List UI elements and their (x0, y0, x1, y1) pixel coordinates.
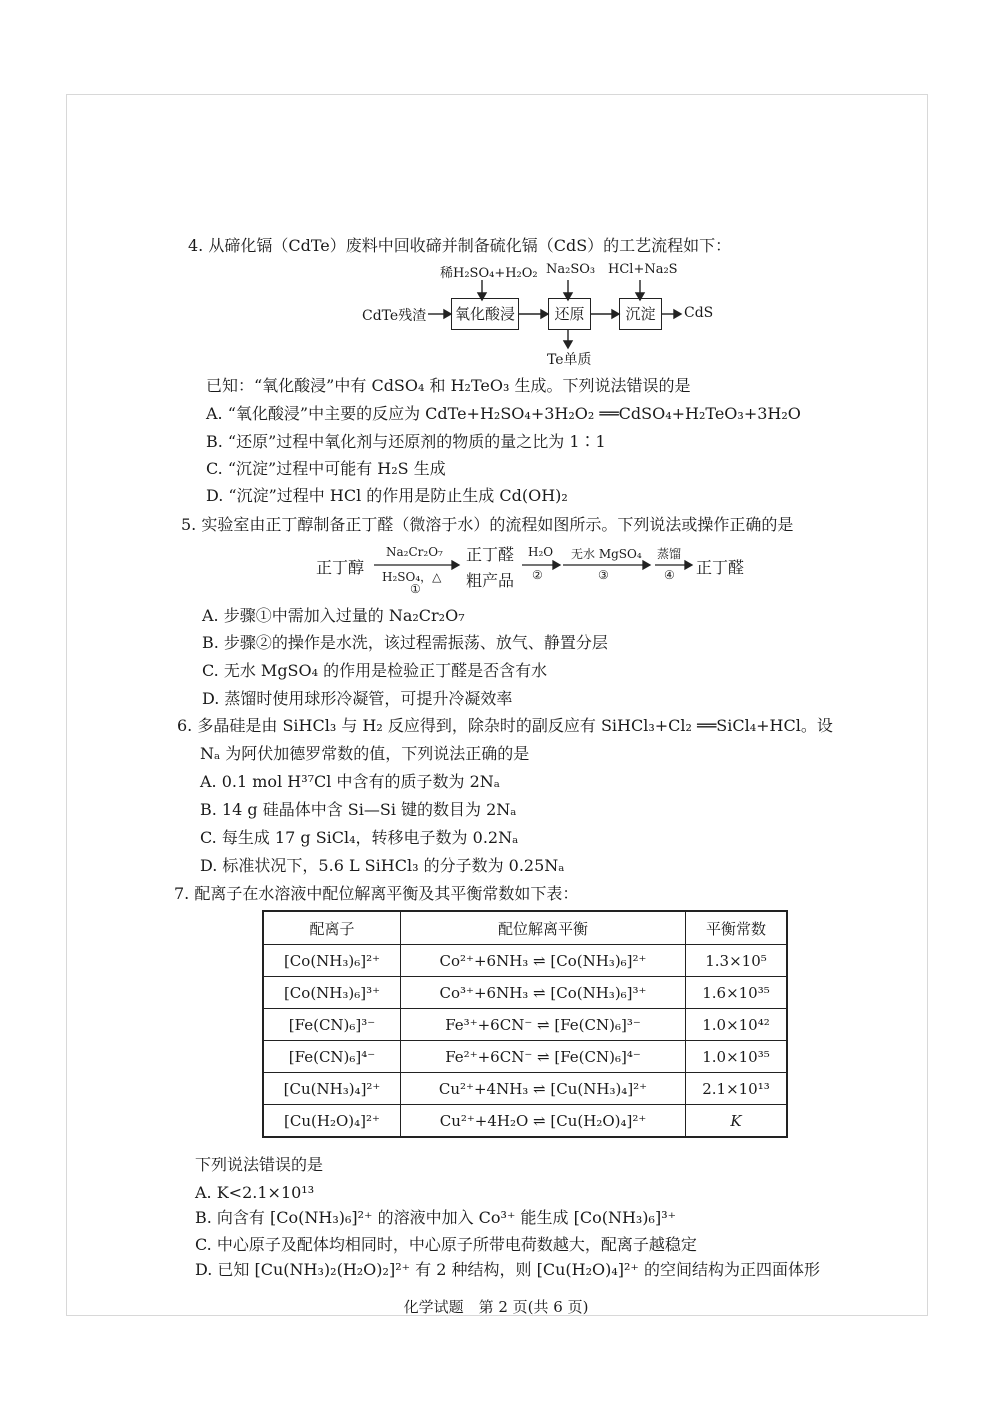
q4-stem: 4. 从碲化镉（CdTe）废料中回收碲并制备硫化镉（CdS）的工艺流程如下： (188, 236, 732, 255)
table-row (263, 945, 787, 977)
q6-option-d: D. 标准状况下，5.6 L SiHCl₃ 的分子数为 0.25Nₐ (200, 856, 565, 875)
q6-stem-line-1: 6. 多晶硅是由 SiHCl₃ 与 H₂ 反应得到，除杂时的副反应有 SiHCl₃+Cl₂ ══SiCl₄+HCl。设 (177, 716, 833, 735)
q5-step-2-number: ② (532, 568, 543, 582)
table-cell-equilibrium: Fe²⁺+6CN⁻ ⇌ [Fe(CN)₆]⁴⁻ (401, 1041, 686, 1073)
q5-flow-arrows (0, 0, 992, 600)
q4-byproduct: Te单质 (547, 352, 592, 368)
table-row (263, 1009, 787, 1041)
table-cell-complex: [Fe(CN)₆]⁴⁻ (263, 1041, 401, 1073)
q7-stem: 7. 配离子在水溶液中配位解离平衡及其平衡常数如下表： (174, 884, 579, 903)
q4-step-precipitation: 沉淀 (619, 298, 662, 330)
table-header-equilibrium: 配位解离平衡 (401, 911, 686, 945)
table-cell-equilibrium: Fe³⁺+6CN⁻ ⇌ [Fe(CN)₆]³⁻ (401, 1009, 686, 1041)
q5-reagent-4: 蒸馏 (657, 547, 682, 561)
table-cell-equilibrium: Cu²⁺+4NH₃ ⇌ [Cu(NH₃)₄]²⁺ (401, 1073, 686, 1105)
q5-step-4-number: ④ (664, 568, 675, 582)
q4-option-c: C. “沉淀”过程中可能有 H₂S 生成 (206, 459, 446, 478)
table-cell-constant: 1.0×10⁴² (686, 1009, 788, 1041)
q4-step-oxidative-leach: 氧化酸浸 (451, 298, 519, 330)
q4-option-a: A. “氧化酸浸”中主要的反应为 CdTe+H₂SO₄+3H₂O₂ ══CdSO₄+H₂TeO₃+3H₂O (206, 404, 801, 423)
q5-reagent-3: 无水 MgSO₄ (571, 547, 642, 561)
q4-product: CdS (684, 305, 714, 321)
q7-option-a: A. K<2.1×10¹³ (195, 1183, 315, 1202)
q4-reagent-3: HCl+Na₂S (608, 262, 678, 277)
q4-option-d: D. “沉淀”过程中 HCl 的作用是防止生成 Cd(OH)₂ (206, 486, 568, 505)
table-cell-constant: 1.6×10³⁵ (686, 977, 788, 1009)
q5-start: 正丁醇 (316, 558, 365, 577)
q7-equilibrium-table (262, 910, 788, 1138)
table-cell-equilibrium: Co²⁺+6NH₃ ⇌ [Co(NH₃)₆]²⁺ (401, 945, 686, 977)
table-cell-constant: 1.0×10³⁵ (686, 1041, 788, 1073)
table-cell-constant: 2.1×10¹³ (686, 1073, 788, 1105)
q7-option-d: D. 已知 [Cu(NH₃)₂(H₂O)₂]²⁺ 有 2 种结构，则 [Cu(H₂O)₄]²⁺ 的空间结构为正四面体形 (195, 1260, 820, 1279)
q6-option-b: B. 14 g 硅晶体中含 Si—Si 键的数目为 2Nₐ (200, 800, 517, 819)
q5-intermediate-bottom: 粗产品 (466, 571, 515, 590)
q5-option-a: A. 步骤①中需加入过量的 Na₂Cr₂O₇ (202, 606, 465, 625)
q5-step-1-number: ① (410, 582, 421, 596)
q5-reagent-1-bottom: H₂SO₄，△ (382, 570, 442, 584)
table-cell-complex: [Cu(NH₃)₄]²⁺ (263, 1073, 401, 1105)
q5-intermediate-top: 正丁醛 (466, 545, 515, 564)
table-cell-complex: [Cu(H₂O)₄]²⁺ (263, 1105, 401, 1138)
q5-end: 正丁醛 (696, 558, 745, 577)
page-footer: 化学试题 第 2 页(共 6 页) (403, 1298, 589, 1316)
q5-option-b: B. 步骤②的操作是水洗，该过程需振荡、放气、静置分层 (202, 633, 608, 652)
table-header-complex: 配离子 (263, 911, 401, 945)
table-header-constant: 平衡常数 (686, 911, 788, 945)
table-cell-constant: 1.3×10⁵ (686, 945, 788, 977)
table-row (263, 1105, 787, 1138)
table-cell-complex: [Co(NH₃)₆]²⁺ (263, 945, 401, 977)
q4-reagent-2: Na₂SO₃ (546, 262, 596, 277)
table-cell-equilibrium: Co³⁺+6NH₃ ⇌ [Co(NH₃)₆]³⁺ (401, 977, 686, 1009)
q4-start-material: CdTe残渣 (362, 308, 427, 324)
q7-prompt: 下列说法错误的是 (195, 1155, 324, 1174)
q6-option-c: C. 每生成 17 g SiCl₄，转移电子数为 0.2Nₐ (200, 828, 519, 847)
table-cell-complex: [Fe(CN)₆]³⁻ (263, 1009, 401, 1041)
q5-reagent-2: H₂O (528, 545, 554, 559)
table-cell-constant: K (686, 1105, 788, 1138)
q4-known: 已知：“氧化酸浸”中有 CdSO₄ 和 H₂TeO₃ 生成。下列说法错误的是 (206, 376, 691, 395)
table-row (263, 1073, 787, 1105)
q4-step-reduction: 还原 (548, 298, 591, 330)
q5-option-c: C. 无水 MgSO₄ 的作用是检验正丁醛是否含有水 (202, 661, 548, 680)
q6-option-a: A. 0.1 mol H³⁷Cl 中含有的质子数为 2Nₐ (200, 772, 500, 791)
q6-stem-line-2: Nₐ 为阿伏加德罗常数的值，下列说法正确的是 (200, 744, 530, 763)
q4-option-b: B. “还原”过程中氧化剂与还原剂的物质的量之比为 1∶1 (206, 432, 606, 451)
table-cell-equilibrium: Cu²⁺+4H₂O ⇌ [Cu(H₂O)₄]²⁺ (401, 1105, 686, 1138)
table-row (263, 1041, 787, 1073)
q7-option-c: C. 中心原子及配体均相同时，中心原子所带电荷数越大，配离子越稳定 (195, 1235, 697, 1254)
q5-step-3-number: ③ (598, 568, 609, 582)
table-header-row (263, 911, 787, 945)
q7-option-b: B. 向含有 [Co(NH₃)₆]²⁺ 的溶液中加入 Co³⁺ 能生成 [Co(NH₃)₆]³⁺ (195, 1208, 677, 1227)
q5-option-d: D. 蒸馏时使用球形冷凝管，可提升冷凝效率 (202, 689, 513, 708)
q4-reagent-1: 稀H₂SO₄+H₂O₂ (440, 266, 538, 281)
table-row (263, 977, 787, 1009)
q5-reagent-1-top: Na₂Cr₂O₇ (386, 545, 443, 559)
table-cell-complex: [Co(NH₃)₆]³⁺ (263, 977, 401, 1009)
q5-stem: 5. 实验室由正丁醇制备正丁醛（微溶于水）的流程如图所示。下列说法或操作正确的是 (181, 515, 794, 534)
